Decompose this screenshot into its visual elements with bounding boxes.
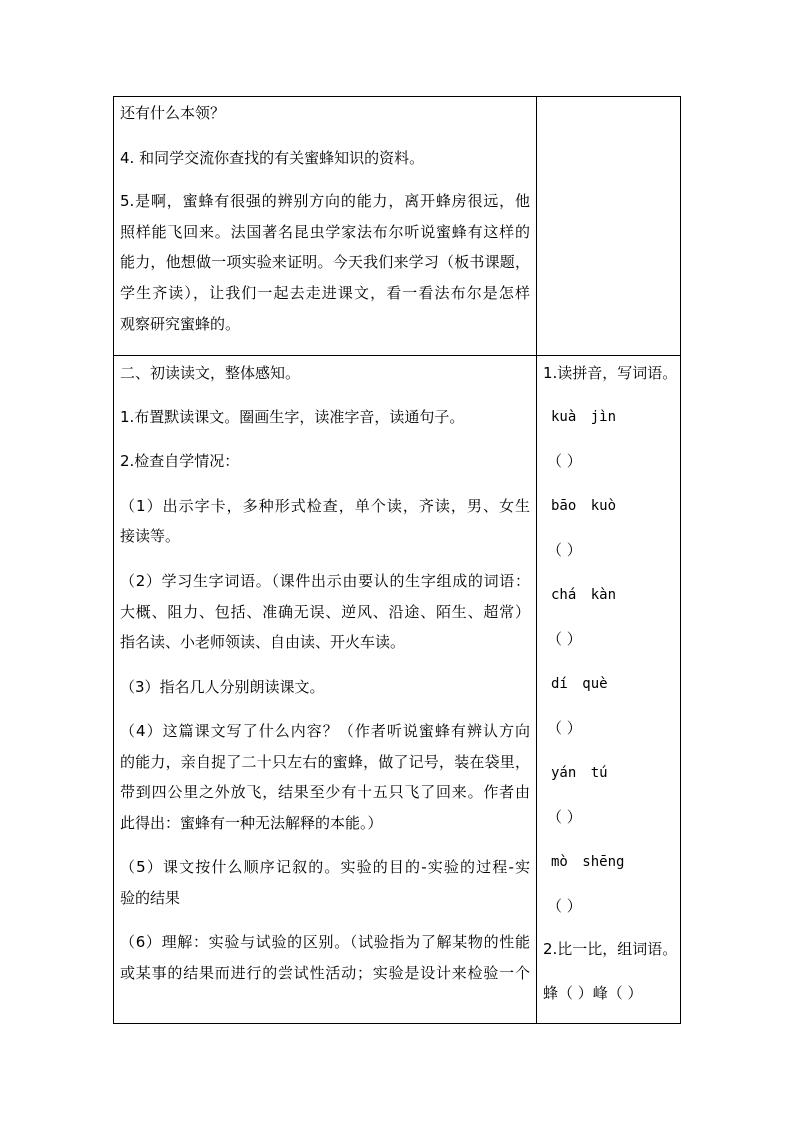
answer-blank: （ ）: [547, 719, 582, 737]
text-line: 指名读、小老师领读、自由读、开火车读。: [120, 633, 406, 651]
exercise-heading: 1.读拼音，写词语。: [543, 364, 678, 382]
pinyin-item: yán tú: [551, 765, 608, 781]
exercise-column: [537, 356, 682, 1025]
text-line: 2.检查自学情况：: [120, 452, 240, 470]
text-line: 大概、阻力、包括、准确无误、逆风、沿途、陌生、超常）: [120, 603, 530, 621]
text-line: 接读等。: [120, 527, 181, 545]
pinyin-item: bāo kuò: [551, 498, 617, 514]
text-line: 5.是啊，蜜蜂有很强的辨别方向的能力，离开蜂房很远，他: [120, 192, 530, 210]
lesson-plan-table: [113, 96, 681, 1024]
text-line: 的能力，亲自捉了二十只左右的蜜蜂，做了记号，装在袋里，: [120, 753, 530, 771]
text-line: 或某事的结果而进行的尝试性活动；实验是设计来检验一个: [120, 964, 530, 982]
answer-blank: （ ）: [547, 808, 582, 826]
section-heading: 二、初读读文，整体感知。: [120, 364, 301, 382]
text-line: 还有什么本领？: [120, 104, 226, 122]
text-line: （4）这篇课文写了什么内容？（作者听说蜜蜂有辨认方向: [120, 722, 530, 740]
compare-item: 蜂（ ）峰（ ）: [543, 984, 643, 1002]
text-line: 此得出：蜜蜂有一种无法解释的本能。）: [120, 814, 383, 832]
answer-blank: （ ）: [547, 897, 582, 915]
pinyin-item: chá kàn: [551, 587, 617, 603]
text-line: 能力，他想做一项实验来证明。今天我们来学习（板书课题，: [120, 253, 530, 271]
text-line: 验的结果: [120, 889, 181, 907]
text-line: 观察研究蜜蜂的。: [120, 315, 241, 333]
text-line: （2）学习生字词语。（课件出示由要认的生字组成的词语：: [120, 572, 530, 590]
text-line: 学生齐读），让我们一起去走进课文，看一看法布尔是怎样: [120, 284, 530, 302]
text-line: （6）理解：实验与试验的区别。（试验指为了解某物的性能: [120, 933, 530, 951]
pinyin-item: mò shēng: [551, 854, 625, 870]
text-line: 照样能飞回来。法国著名昆虫学家法布尔听说蜜蜂有这样的: [120, 223, 530, 241]
pinyin-item: dí què: [551, 676, 608, 692]
text-line: 1.布置默读课文。圈画生字，读准字音，读通句子。: [120, 408, 465, 426]
text-line: 带到四公里之外放飞，结果至少有十五只飞了回来。作者由: [120, 783, 530, 801]
answer-blank: （ ）: [547, 541, 582, 559]
answer-blank: （ ）: [547, 452, 582, 470]
text-line: （3）指名几人分别朗读课文。: [120, 678, 325, 696]
pinyin-item: kuà jìn: [551, 409, 617, 425]
text-line: 4. 和同学交流你查找的有关蜜蜂知识的资料。: [120, 149, 425, 167]
text-line: （5）课文按什么顺序记叙的。实验的目的-实验的过程-实: [120, 858, 530, 876]
text-line: （1）出示字卡，多种形式检查，单个读，齐读，男、女生: [120, 497, 530, 515]
answer-blank: （ ）: [547, 630, 582, 648]
exercise-heading: 2.比一比，组词语。: [543, 940, 678, 958]
